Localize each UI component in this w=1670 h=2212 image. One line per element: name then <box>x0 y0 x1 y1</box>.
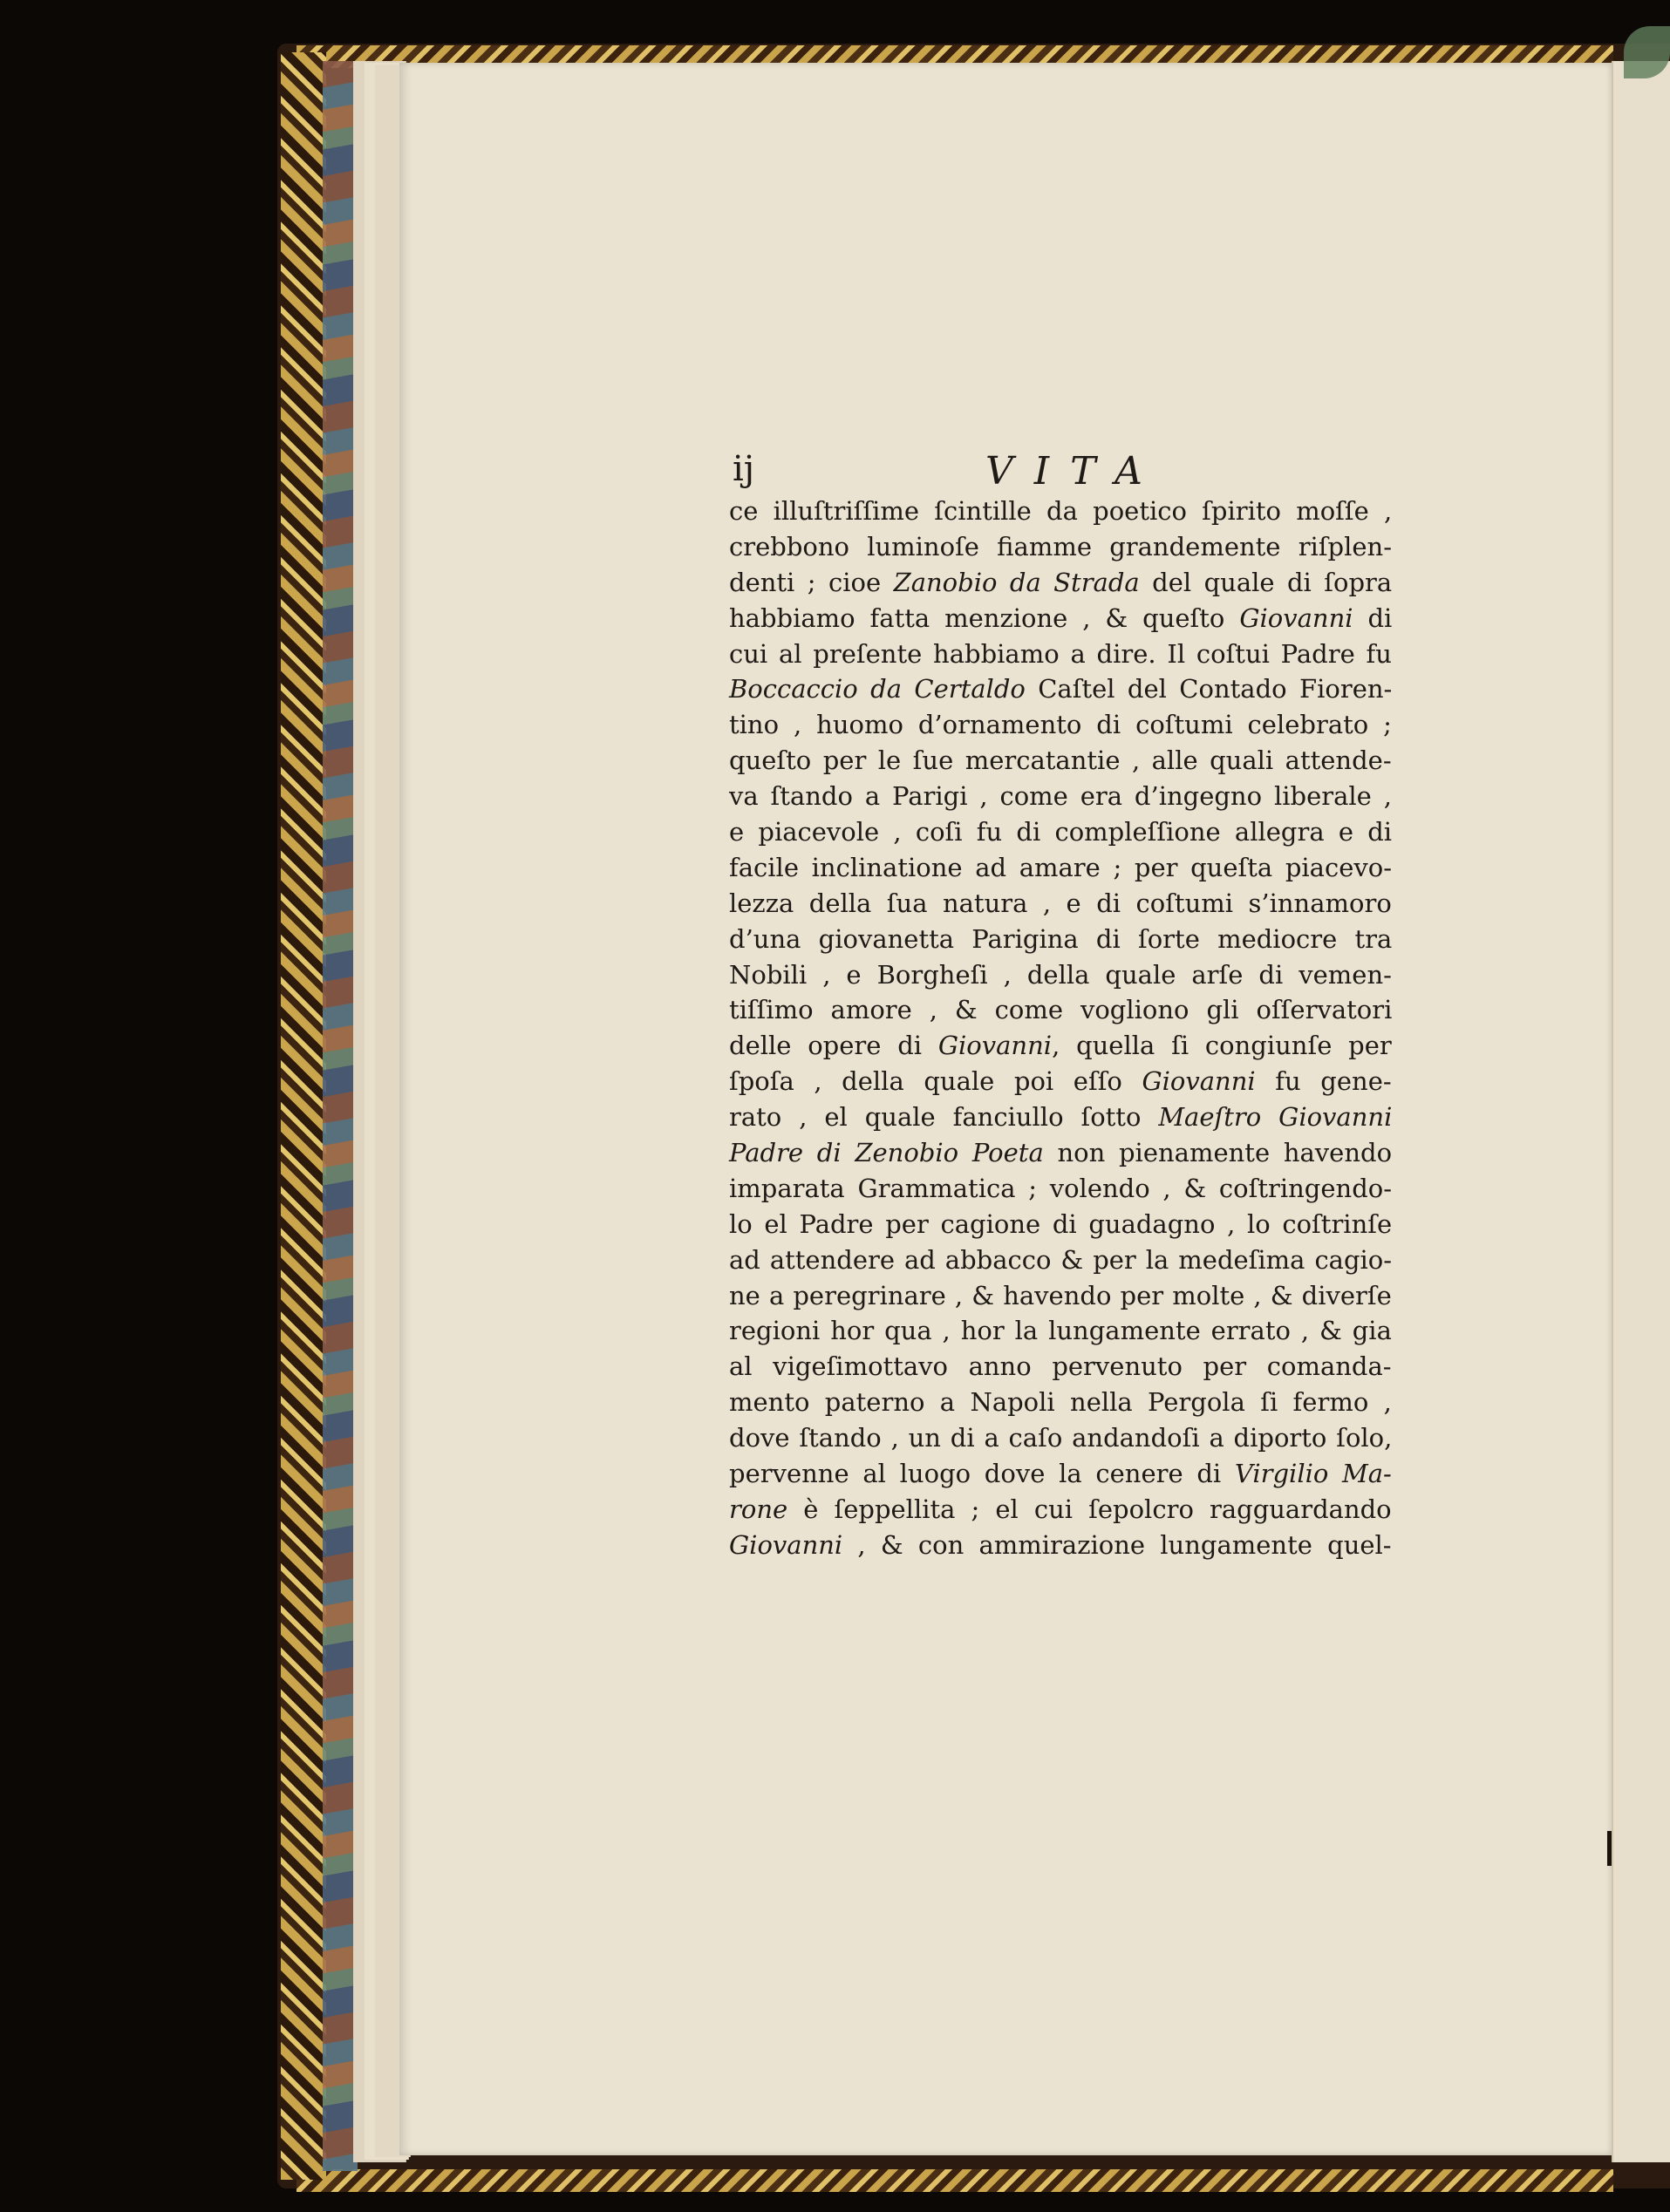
text-line <box>729 1171 1392 1207</box>
facing-page-ink-mark <box>1607 1831 1612 1866</box>
text-line <box>729 707 1392 743</box>
text-line <box>729 1278 1392 1314</box>
italic-text: Boccaccio da Certaldo <box>729 674 1026 704</box>
text-run: Nobili , e Borgheſi , della quale arſe di vemen- <box>729 959 1392 990</box>
text-run: ſpoſa , della quale poi eſſo <box>729 1066 1142 1097</box>
text-run: rato , el quale fanciullo ſotto <box>729 1102 1159 1133</box>
text-run: mento paterno a Napoli nella Pergola ſi fermo , <box>729 1387 1392 1418</box>
text-run: al vigeſimottavo anno pervenuto per comanda- <box>729 1351 1392 1382</box>
page-number: ij <box>733 449 755 489</box>
gilt-border-bottom <box>297 2169 1613 2192</box>
text-line <box>729 1099 1392 1135</box>
text-run: e piacevole , coſi fu di compleſſione allegra e di <box>729 817 1393 847</box>
text-run: Caſtel del Contado Fioren- <box>1025 674 1393 704</box>
text-run: queſto per le ſue mercatantie , alle quali attende- <box>729 745 1392 776</box>
text-line <box>729 850 1392 886</box>
italic-text: Zanobio da Strada <box>893 567 1140 597</box>
text-line <box>729 1207 1392 1242</box>
text-run: ad attendere ad abbacco & per la medeſima cagio- <box>729 1244 1393 1275</box>
marbled-endpaper <box>323 61 358 2171</box>
italic-text: Giovanni <box>1239 602 1353 633</box>
text-line <box>729 1349 1392 1385</box>
text-run: lezza della ſua natura , e di coſtumi s’innamoro <box>729 888 1392 918</box>
text-line <box>729 601 1392 636</box>
text-run: non pienamente havendo <box>1043 1138 1393 1168</box>
text-run: habbiamo fatta menzione , & queſto <box>729 602 1240 633</box>
running-title: VITA <box>985 449 1163 493</box>
text-run: ne a peregrinare , & havendo per molte , & diverſe <box>729 1280 1392 1310</box>
text-line <box>729 1385 1392 1420</box>
text-line <box>729 957 1392 993</box>
text-run: crebbono luminoſe fiamme grandemente riſplen- <box>729 531 1393 562</box>
gilt-border-left <box>281 52 326 2180</box>
text-line <box>729 1456 1392 1492</box>
text-run: è ſeppellita ; el cui ſepolcro ragguardando <box>787 1494 1392 1524</box>
italic-text: rone <box>729 1494 788 1524</box>
text-run: dove ſtando , un di a caſo andandoſi a diporto ſolo, <box>729 1423 1393 1453</box>
italic-text: Giovanni <box>1142 1066 1256 1097</box>
text-line <box>729 886 1392 922</box>
text-run: fu gene- <box>1255 1066 1392 1097</box>
text-run: pervenne al luogo dove la cenere di <box>729 1459 1235 1489</box>
text-line <box>729 1420 1392 1456</box>
text-line <box>729 743 1392 779</box>
text-run: di <box>1353 602 1393 633</box>
text-run: denti ; cioe <box>729 567 894 597</box>
text-line <box>729 779 1392 814</box>
facing-page-edge <box>1612 61 1670 2162</box>
text-run: lo el Padre per cagione di guadagno , lo coſtrinſe <box>729 1208 1393 1239</box>
text-run: facile inclinatione ad amare ; per queſta piacevo- <box>729 852 1393 882</box>
text-run: , & con ammirazione lungamente quel- <box>842 1529 1392 1560</box>
text-line <box>729 1064 1392 1099</box>
text-line <box>729 1313 1392 1349</box>
text-line <box>729 1528 1392 1563</box>
text-line <box>729 493 1392 529</box>
text-line <box>729 814 1392 850</box>
text-line <box>729 922 1392 957</box>
text-run: tino , huomo d’ornamento di coſtumi celebrato ; <box>729 710 1392 740</box>
text-line <box>729 1492 1392 1528</box>
text-run: del quale di ſopra <box>1139 567 1393 597</box>
text-run: delle opere di <box>729 1031 938 1061</box>
text-line <box>729 636 1392 672</box>
text-run: , quella ſi congiunſe per <box>1052 1031 1392 1061</box>
text-run: imparata Grammatica ; volendo , & coſtringendo- <box>729 1173 1393 1203</box>
body-text <box>729 493 1392 1563</box>
italic-text: Padre di Zenobio Poeta <box>729 1138 1044 1168</box>
text-line <box>729 529 1392 565</box>
text-line <box>729 1028 1392 1064</box>
italic-text: Giovanni <box>937 1031 1053 1061</box>
text-run: regioni hor qua , hor la lungamente errato , & gia <box>729 1316 1392 1346</box>
text-run: va ſtando a Parigi , come era d’ingegno liberale , <box>729 781 1392 812</box>
italic-text: Maeſtro Giovanni <box>1158 1102 1393 1133</box>
text-run: d’una giovanetta Parigina di ſorte mediocre tra <box>729 923 1393 954</box>
italic-text: Giovanni <box>729 1529 843 1560</box>
text-run: cui al preſente habbiamo a dire. Il coſtui Padre fu <box>729 638 1392 669</box>
text-run: ce illuſtriſſime ſcintille da poetico ſpirito moſſe , <box>729 496 1393 526</box>
italic-text: Virgilio Ma- <box>1234 1459 1392 1489</box>
text-line <box>729 1135 1392 1171</box>
text-line <box>729 671 1392 707</box>
text-line <box>729 1242 1392 1278</box>
text-line <box>729 565 1392 601</box>
text-line <box>729 992 1392 1028</box>
text-run: tiſſimo amore , & come vogliono gli oſſervatori <box>729 995 1393 1025</box>
